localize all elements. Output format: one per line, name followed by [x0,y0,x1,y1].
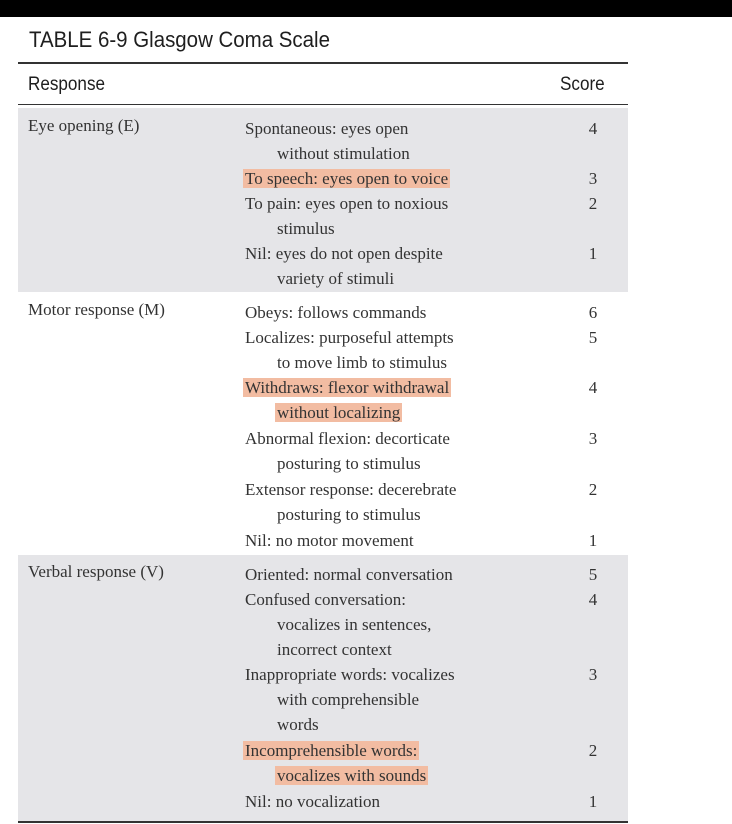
description-line [245,587,525,612]
description-line [245,477,525,502]
description-line [245,216,525,241]
table-row [245,789,620,814]
description-line [245,612,525,637]
description-line [245,426,525,451]
table-row [245,325,620,375]
description-text: Abnormal flexion: decorticate [245,429,450,448]
response-description [245,738,525,788]
description-text: stimulus [277,219,335,238]
description-line [245,241,525,266]
description-line [245,687,525,712]
response-description [245,662,525,737]
score-value: 5 [588,565,598,584]
description-line [245,502,525,527]
description-text: to move limb to stimulus [277,353,448,372]
description-text: Obeys: follows commands [245,303,427,322]
highlighted-text: Withdraws: flexor withdrawal [245,378,450,397]
description-line [245,141,525,166]
description-text: posturing to stimulus [277,505,421,524]
response-description [245,789,525,814]
description-text: Confused conversation: [245,590,406,609]
highlighted-text: To speech: eyes open to voice [245,169,449,188]
table-row [245,300,620,325]
response-column-header: Response [28,74,106,95]
description-text: variety of stimuli [277,269,395,288]
description-line [245,738,525,763]
response-description [245,426,525,476]
description-line [245,375,525,400]
highlighted-text: without localizing [277,403,401,422]
score-value: 3 [588,665,598,684]
description-text: Nil: eyes do not open despite [245,244,443,263]
description-line [245,266,525,291]
table-row [245,191,620,241]
description-text: Nil: no vocalization [245,792,381,811]
score-value: 4 [588,378,598,397]
header-rule [18,104,628,105]
description-line [245,400,525,425]
score-column-header: Score [560,74,605,95]
score-value: 3 [588,429,598,448]
description-line [245,166,525,191]
title-rule [18,62,628,64]
response-description [245,325,525,375]
description-text: Spontaneous: eyes open [245,119,409,138]
response-description [245,116,525,166]
score-value: 2 [588,741,598,760]
response-description [245,241,525,291]
response-description [245,562,525,587]
score-value: 1 [588,244,598,263]
description-text: Extensor response: decerebrate [245,480,457,499]
response-description [245,300,525,325]
score-value: 4 [588,590,598,609]
description-text: To pain: eyes open to noxious [245,194,449,213]
description-text: with comprehensible [277,690,420,709]
score-value: 5 [588,328,598,347]
description-text: Oriented: normal conversation [245,565,453,584]
description-line [245,763,525,788]
table-title: TABLE 6-9 Glasgow Coma Scale [29,27,330,52]
description-text: vocalizes in sentences, [277,615,432,634]
description-line [245,712,525,737]
description-line [245,562,525,587]
table-row [245,241,620,291]
description-line [245,789,525,814]
eye-opening-category: Eye opening (E) [28,116,140,135]
score-value: 6 [588,303,598,322]
description-line [245,528,525,553]
table-row [245,662,620,737]
response-description [245,375,525,425]
response-description [245,528,525,553]
table-row [245,562,620,587]
response-description [245,587,525,662]
description-line [245,325,525,350]
description-line [245,451,525,476]
highlighted-text: vocalizes with sounds [277,766,427,785]
score-value: 2 [588,194,598,213]
score-value: 3 [588,169,598,188]
description-line [245,116,525,141]
description-text: posturing to stimulus [277,454,421,473]
description-line [245,300,525,325]
description-line [245,662,525,687]
motor-response-category: Motor response (M) [28,300,165,319]
description-text: without stimulation [277,144,410,163]
description-line [245,350,525,375]
verbal-response-category: Verbal response (V) [28,562,164,581]
score-value: 1 [588,531,598,550]
table-row [245,426,620,476]
table-row [245,528,620,553]
description-text: Nil: no motor movement [245,531,414,550]
response-description [245,191,525,241]
response-description [245,166,525,191]
table-row [245,738,620,788]
top-black-bar [0,0,732,17]
description-text: incorrect context [277,640,392,659]
table-row [245,375,620,425]
description-text: Localizes: purposeful attempts [245,328,454,347]
response-description [245,477,525,527]
score-value: 4 [588,119,598,138]
table-row [245,166,620,191]
table-row [245,477,620,527]
score-value: 2 [588,480,598,499]
description-line [245,191,525,216]
description-text: Inappropriate words: vocalizes [245,665,455,684]
table-row [245,587,620,662]
highlighted-text: Incomprehensible words: [245,741,418,760]
score-value: 1 [588,792,598,811]
bottom-rule [18,821,628,823]
description-text: words [277,715,319,734]
description-line [245,637,525,662]
table-row [245,116,620,166]
